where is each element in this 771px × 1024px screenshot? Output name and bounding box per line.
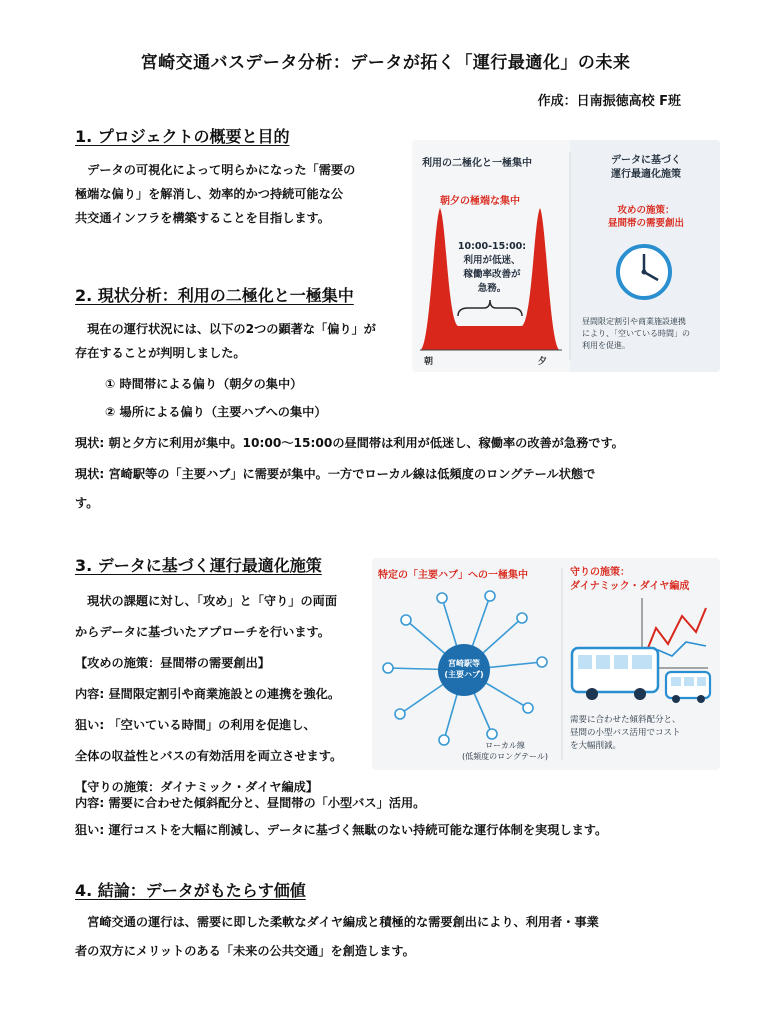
right-title-line: データに基づく <box>611 155 681 166</box>
clock-icon <box>618 246 670 298</box>
figure1-right-note <box>582 316 716 352</box>
section1-body <box>75 158 415 230</box>
figure1-peak-label: 朝夕の極端な集中 <box>440 196 520 207</box>
document-title: 宮崎交通バスデータ分析：データが拓く「運行最適化」の未来 <box>140 53 631 73</box>
section3-line: 内容: 昼間限定割引や商業施設との連携を強化。 <box>75 687 341 701</box>
section1-line: データの可視化によって明らかになった「需要の <box>75 163 356 177</box>
defense-content-line: 内容: 需要に合わせた傾斜配分と、昼間帯の「小型バス」活用。 <box>75 796 426 810</box>
figure2-hub-label <box>438 658 490 680</box>
right-note-line: 昼間の小型バス活用でコスト <box>570 728 681 738</box>
section4-line: 者の双方にメリットのある「未来の公共交通」を創造します。 <box>75 944 415 958</box>
right-title-line: 運行最適化施策 <box>611 169 681 180</box>
figure1-midday-text <box>456 240 528 296</box>
figure-hub-concentration <box>372 558 720 770</box>
status-line-place: 現状: 宮崎駅等の「主要ハブ」に需要が集中。一方でローカル線は低頻度のロングテール状態で <box>75 467 596 481</box>
section3-heading: 3. データに基づく運行最適化施策 <box>75 556 322 575</box>
section4-line: 宮崎交通の運行は、需要に即した柔軟なダイヤ編成と積極的な需要創出により、利用者・事業 <box>75 915 599 929</box>
section3-body <box>75 586 385 803</box>
local-label-line: ローカル線 <box>485 741 525 750</box>
midday-text-line: 利用が低迷、 <box>463 255 521 266</box>
section3-line: 現状の課題に対し、「攻め」と「守り」の両面 <box>75 594 338 608</box>
axis-morning-label: 朝 <box>424 357 434 367</box>
small-bus-icon <box>666 672 710 703</box>
axis-evening-label: 夕 <box>538 357 548 367</box>
figure2-right-title <box>570 566 716 594</box>
section2-item: ② 場所による偏り（主要ハブへの集中） <box>105 405 327 419</box>
right-title-line: ダイナミック・ダイヤ編成 <box>570 581 690 592</box>
author-line: 作成：日南振徳高校 F班 <box>537 94 681 109</box>
figure2-local-label <box>450 740 560 762</box>
section3-line: 狙い: 「空いている時間」の利用を促進し、 <box>75 718 316 732</box>
section1-heading: 1. プロジェクトの概要と目的 <box>75 127 290 146</box>
right-note-line: 利用を促進。 <box>582 341 630 350</box>
figure1-right-subtitle <box>580 204 712 230</box>
midday-text-line: 稼働率改善が <box>463 269 521 280</box>
section2-line: 存在することが判明しました。 <box>75 346 246 360</box>
status-line-time: 現状: 朝と夕方に利用が集中。10:00～15:00の昼間帯は利用が低迷し、稼働率の改善が急務です。 <box>75 436 624 450</box>
right-note-line: 昼間限定割引や商業施設連携 <box>582 317 686 326</box>
section1-line: 極端な偏り」を解消し、効率的かつ持続可能な公 <box>75 187 344 201</box>
figure1-left-title: 利用の二極化と一極集中 <box>422 158 532 169</box>
figure2-left-title: 特定の「主要ハブ」への一極集中 <box>378 570 528 581</box>
section2-body <box>75 317 420 365</box>
right-title-line: 守りの施策： <box>570 567 630 578</box>
right-subtitle-line: 昼間帯の需要創出 <box>607 218 684 229</box>
section3-line: からデータに基づいたアプローチを行います。 <box>75 625 330 639</box>
section4-heading: 4. 結論：データがもたらす価値 <box>75 881 306 900</box>
midday-text-line: 急務。 <box>477 283 507 294</box>
hub-label-line: 宮崎駅等 <box>448 659 480 668</box>
section3-line: 【攻めの施策：昼間帯の需要創出】 <box>75 656 270 670</box>
figure2-right-note <box>570 714 716 753</box>
section2-item: ① 時間帯による偏り（朝夕の集中） <box>105 377 303 391</box>
hub-label-line: (主要ハブ) <box>444 670 484 679</box>
right-note-line: を大幅削減。 <box>570 741 622 751</box>
figure1-right-title <box>580 154 712 182</box>
defense-aim-line: 狙い: 運行コストを大幅に削減し、データに基づく無駄のない持続可能な運行体制を実現します。 <box>75 823 608 837</box>
section1-line: 共交通インフラを構築することを目指します。 <box>75 211 330 225</box>
status-line-place-cont: す。 <box>75 496 99 510</box>
right-note-line: 需要に合わせた傾斜配分と、 <box>570 715 681 725</box>
section3-line: 【守りの施策：ダイナミック・ダイヤ編成】 <box>75 780 319 794</box>
section2-line: 現在の運行状況には、以下の2つの顕著な「偏り」が <box>75 322 376 336</box>
section2-heading: 2. 現状分析：利用の二極化と一極集中 <box>75 286 354 305</box>
right-note-line: により、「空いている時間」の <box>582 329 690 338</box>
midday-text-line: 10:00-15:00: <box>457 241 527 252</box>
bus-icon <box>572 648 658 700</box>
right-subtitle-line: 攻めの施策： <box>617 205 675 216</box>
local-label-line: (低頻度のロングテール) <box>462 752 548 761</box>
section3-line: 全体の収益性とバスの有効活用を両立させます。 <box>75 749 343 763</box>
figure-usage-polarization <box>412 140 720 372</box>
